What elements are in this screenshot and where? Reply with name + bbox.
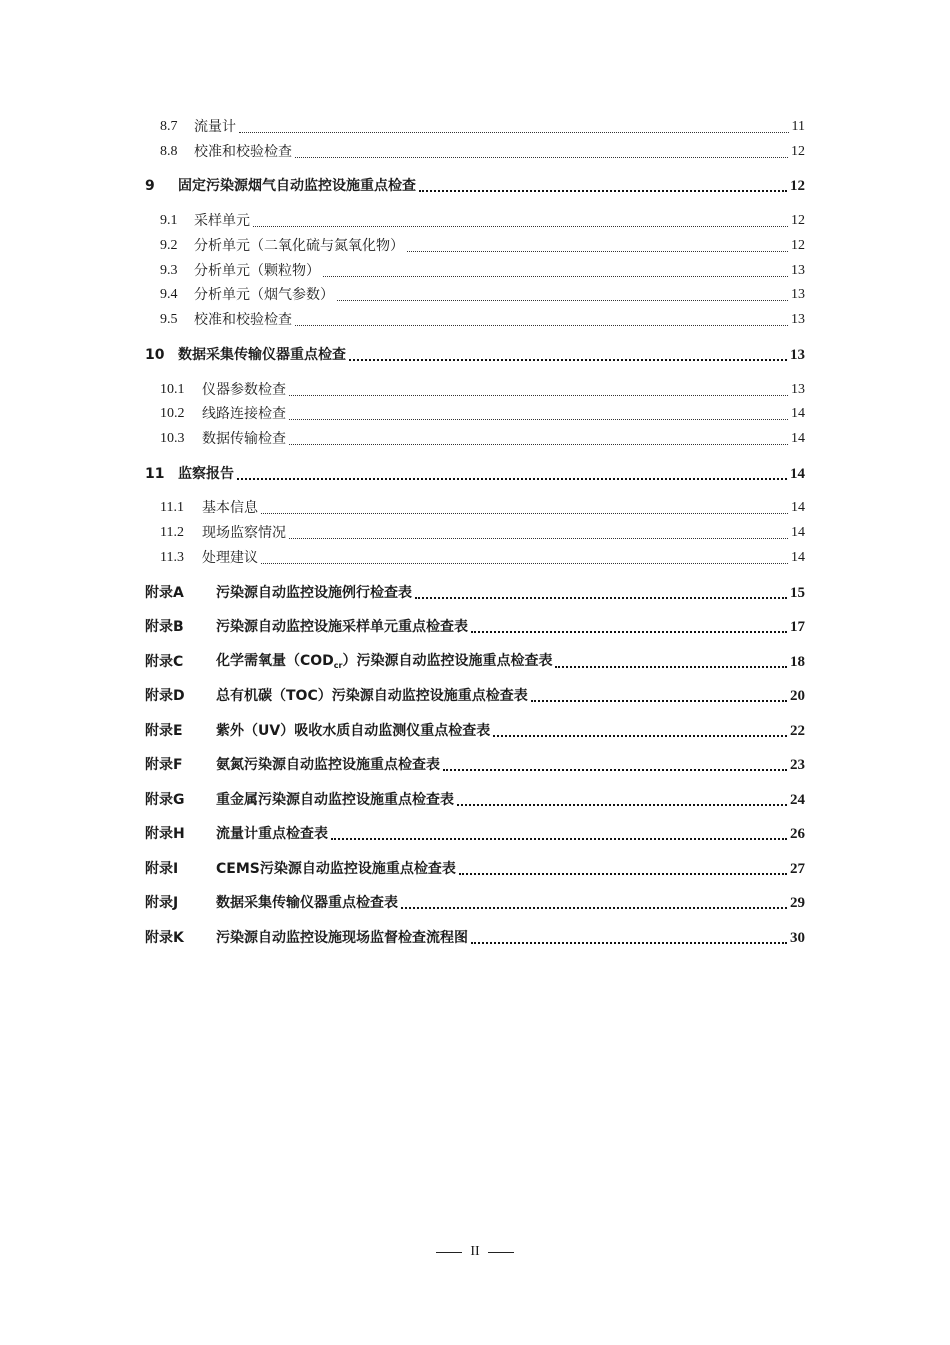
toc-entry-9-1[interactable] [0, 210, 950, 232]
toc-title: 处理建议 [202, 550, 258, 566]
toc-entry-11-1[interactable] [0, 497, 950, 519]
toc-title: 分析单元（颗粒物） [194, 263, 320, 279]
toc-page: 13 [790, 347, 805, 363]
toc-leader [289, 419, 788, 420]
toc-leader [493, 735, 787, 737]
toc-title: 数据传输检查 [202, 431, 286, 447]
toc-title: 分析单元（二氧化硫与氮氧化物） [194, 238, 404, 254]
toc-entry-8-7[interactable] [0, 116, 950, 138]
toc-entry-10[interactable] [0, 344, 950, 366]
toc-leader [349, 359, 787, 361]
toc-page: 13 [791, 312, 805, 327]
toc-entry-10-3[interactable] [0, 428, 950, 450]
toc-entry-appendix-d[interactable] [0, 685, 950, 707]
toc-number: 9.4 [160, 287, 178, 302]
toc-entry-appendix-k[interactable] [0, 927, 950, 949]
toc-page: 14 [791, 550, 805, 565]
toc-page: 15 [790, 585, 805, 601]
toc-page: 12 [790, 178, 805, 194]
page-footer [0, 1240, 950, 1264]
toc-title: 分析单元（烟气参数） [194, 287, 334, 303]
toc-entry-9-5[interactable] [0, 309, 950, 331]
toc-number: 附录C [145, 654, 184, 670]
toc-entry-11-2[interactable] [0, 522, 950, 544]
toc-page: 24 [790, 792, 805, 808]
toc-entry-9[interactable] [0, 175, 950, 197]
toc-leader [419, 190, 787, 192]
toc-leader [471, 942, 787, 944]
toc-leader [407, 251, 788, 252]
toc-entry-9-2[interactable] [0, 235, 950, 257]
toc-leader [443, 769, 787, 771]
toc-page: 13 [791, 382, 805, 397]
toc-number: 附录A [145, 585, 184, 601]
toc-title: 校准和校验检查 [194, 312, 292, 328]
toc-title: 线路连接检查 [202, 406, 286, 422]
toc-page: 12 [791, 144, 805, 159]
toc-entry-9-3[interactable] [0, 260, 950, 282]
toc-page: 14 [791, 406, 805, 421]
toc-number: 附录F [145, 757, 183, 773]
toc-title: 总有机碳（TOC）污染源自动监控设施重点检查表 [216, 688, 528, 704]
toc-entry-appendix-e[interactable] [0, 720, 950, 742]
toc-title: 数据采集传输仪器重点检查表 [216, 895, 398, 911]
toc-title-part: 化学需氧量（COD [216, 653, 334, 669]
toc-leader [253, 226, 788, 227]
toc-entry-appendix-a[interactable] [0, 582, 950, 604]
toc-page: 14 [791, 525, 805, 540]
toc-number: 8.7 [160, 119, 178, 134]
toc-number: 10 [145, 347, 165, 363]
toc-leader [261, 563, 788, 564]
toc-number: 9.2 [160, 238, 178, 253]
toc-title: 现场监察情况 [202, 525, 286, 541]
toc-page: 14 [790, 466, 805, 482]
footer-dash-left [436, 1252, 462, 1253]
toc-number: 9.5 [160, 312, 178, 327]
toc-page: 26 [790, 826, 805, 842]
toc-page: 20 [790, 688, 805, 704]
toc-title: 流量计 [194, 119, 236, 135]
toc-number: 附录D [145, 688, 185, 704]
toc-page: 14 [791, 431, 805, 446]
toc-number: 8.8 [160, 144, 178, 159]
toc-entry-appendix-h[interactable] [0, 823, 950, 845]
toc-page: 12 [791, 238, 805, 253]
toc-title: 采样单元 [194, 213, 250, 229]
toc-number: 11 [145, 466, 165, 482]
toc-leader [295, 157, 788, 158]
toc-title: 监察报告 [178, 466, 234, 482]
toc-entry-appendix-g[interactable] [0, 789, 950, 811]
toc-leader [289, 395, 788, 396]
toc-entry-appendix-j[interactable] [0, 892, 950, 914]
toc-title: 污染源自动监控设施现场监督检查流程图 [216, 930, 468, 946]
toc-number: 附录G [145, 792, 185, 808]
toc-entry-11-3[interactable] [0, 547, 950, 569]
toc-number: 11.2 [160, 525, 184, 540]
toc-entry-appendix-i[interactable] [0, 858, 950, 880]
toc-entry-appendix-b[interactable] [0, 616, 950, 638]
toc-entry-10-2[interactable] [0, 403, 950, 425]
toc-leader [323, 276, 788, 277]
toc-title: 重金属污染源自动监控设施重点检查表 [216, 792, 454, 808]
toc-leader [289, 444, 788, 445]
toc-page: 23 [790, 757, 805, 773]
toc-number: 附录I [145, 861, 179, 877]
toc-leader [471, 631, 787, 633]
toc-page: 14 [791, 500, 805, 515]
toc-title: 紫外（UV）吸收水质自动监测仪重点检查表 [216, 723, 491, 739]
toc-page: 29 [790, 895, 805, 911]
toc-title: 污染源自动监控设施采样单元重点检查表 [216, 619, 468, 635]
toc-title: 流量计重点检查表 [216, 826, 328, 842]
toc-title: CEMS污染源自动监控设施重点检查表 [216, 861, 456, 877]
toc-title-part: ）污染源自动监控设施重点检查表 [342, 653, 553, 669]
page-number: II [470, 1244, 480, 1259]
toc-leader [531, 700, 787, 702]
toc-entry-8-8[interactable] [0, 141, 950, 163]
toc-page: 30 [790, 930, 805, 946]
toc-leader [289, 538, 788, 539]
toc-page: 11 [791, 119, 805, 134]
toc-entry-11[interactable] [0, 463, 950, 485]
toc-number: 附录B [145, 619, 184, 635]
toc-title: 基本信息 [202, 500, 258, 516]
toc-number: 9.3 [160, 263, 178, 278]
toc-page: 13 [791, 263, 805, 278]
toc-leader [237, 478, 787, 480]
toc-entry-appendix-f[interactable] [0, 754, 950, 776]
toc-number: 10.3 [160, 431, 185, 446]
toc-number: 9 [145, 178, 155, 194]
toc-page: 18 [790, 654, 805, 670]
toc-number: 附录K [145, 930, 184, 946]
toc-leader [295, 325, 788, 326]
toc-leader [261, 513, 788, 514]
toc-entry-appendix-c[interactable] [0, 651, 950, 673]
toc-page: 27 [790, 861, 805, 877]
toc-entry-10-1[interactable] [0, 379, 950, 401]
toc-leader [401, 907, 787, 909]
toc-title-subscript: cr [333, 661, 343, 670]
footer-dash-right [488, 1252, 514, 1253]
toc-number: 附录E [145, 723, 183, 739]
toc-title: 固定污染源烟气自动监控设施重点检查 [178, 178, 416, 194]
toc-number: 附录H [145, 826, 185, 842]
toc-number: 11.1 [160, 500, 184, 515]
toc-title: 数据采集传输仪器重点检查 [178, 347, 346, 363]
toc-title: 校准和校验检查 [194, 144, 292, 160]
toc-leader [459, 873, 787, 875]
toc-number: 9.1 [160, 213, 178, 228]
toc-page: 13 [791, 287, 805, 302]
toc-leader [337, 300, 788, 301]
toc-title: 氨氮污染源自动监控设施重点检查表 [216, 757, 440, 773]
toc-entry-9-4[interactable] [0, 284, 950, 306]
toc-leader [555, 666, 787, 668]
toc-page: 22 [790, 723, 805, 739]
toc-title: 污染源自动监控设施例行检查表 [216, 585, 412, 601]
toc-number: 10.2 [160, 406, 185, 421]
toc-page: 12 [791, 213, 805, 228]
toc-leader [457, 804, 787, 806]
toc-title [216, 650, 552, 674]
toc-number: 10.1 [160, 382, 185, 397]
toc-title: 仪器参数检查 [202, 382, 286, 398]
toc-leader [331, 838, 787, 840]
toc-number: 附录J [145, 895, 179, 911]
toc-page: 17 [790, 619, 805, 635]
toc-number: 11.3 [160, 550, 184, 565]
toc-leader [415, 597, 787, 599]
toc-leader [239, 132, 789, 133]
